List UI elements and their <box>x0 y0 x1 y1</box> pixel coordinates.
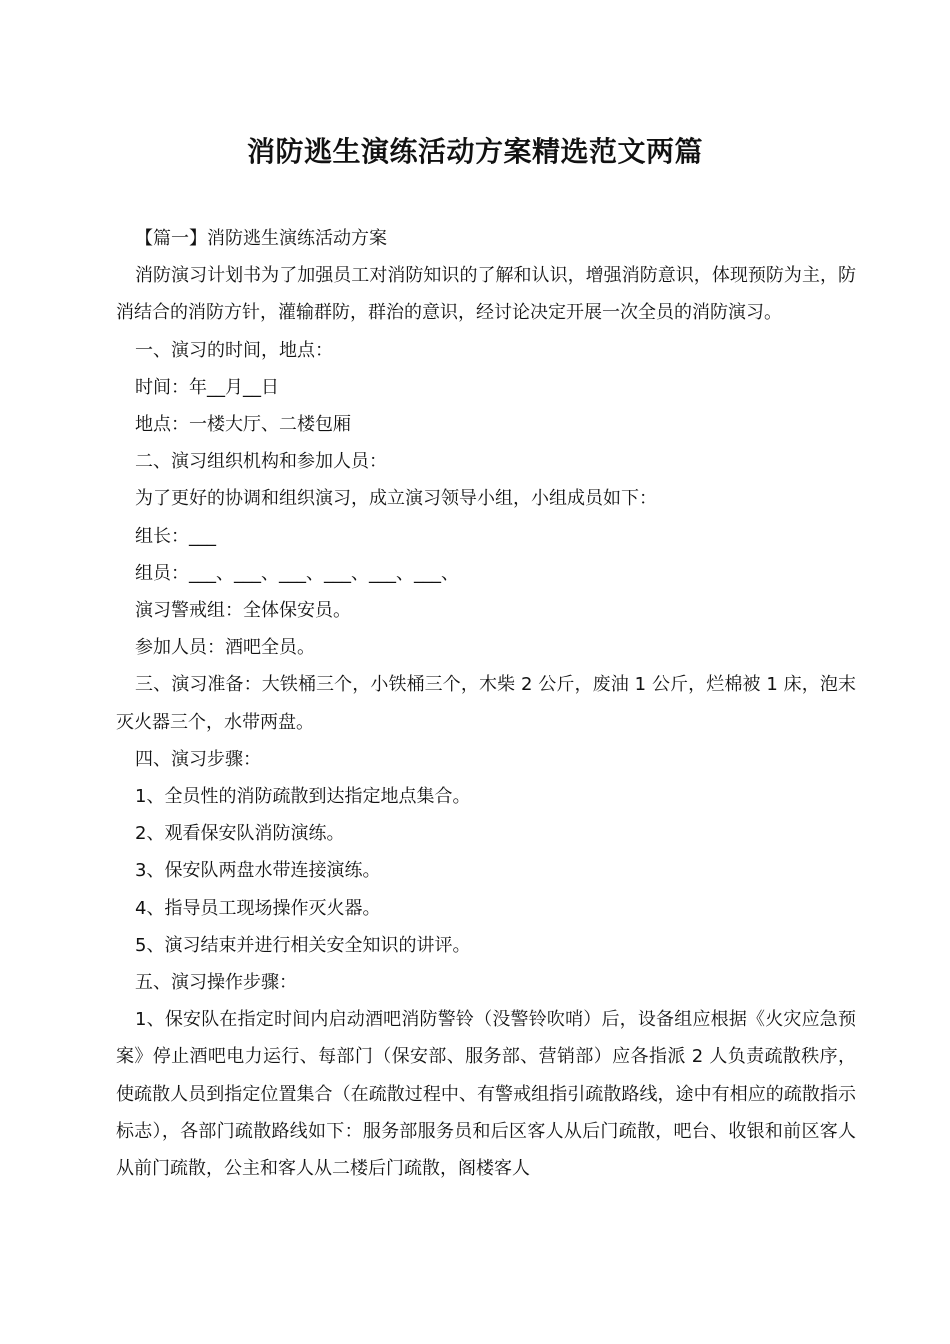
participants-line: 参加人员：酒吧全员。 <box>135 637 315 659</box>
document-body <box>116 220 856 1187</box>
step-item-2: 2、观看保安队消防演练。 <box>135 823 345 845</box>
leader-line: 组长：___ <box>135 525 216 547</box>
step-item-4: 4、指导员工现场操作灭火器。 <box>135 897 381 919</box>
heading-operation-steps: 五、演习操作步骤： <box>135 972 297 994</box>
time-line: 时间：年__月__日 <box>135 376 279 398</box>
preparation-paragraph: 三、演习准备：大铁桶三个，小铁桶三个，木柴 2 公斤，废油 1 公斤，烂棉被 1 床，泡末灭火器三个，水带两盘。 <box>116 674 856 733</box>
page-title: 消防逃生演练活动方案精选范文两篇 <box>246 135 703 168</box>
guard-group-line: 演习警戒组：全体保安员。 <box>135 600 351 622</box>
place-line: 地点：一楼大厅、二楼包厢 <box>135 414 351 436</box>
intro-paragraph: 消防演习计划书为了加强员工对消防知识的了解和认识，增强消防意识，体现预防为主，防消结合的消防方针，灌输群防，群治的意识，经讨论决定开展一次全员的消防演习。 <box>116 265 856 324</box>
organization-paragraph: 为了更好的协调和组织演习，成立演习领导小组，小组成员如下： <box>135 488 657 510</box>
heading-steps: 四、演习步骤： <box>135 748 261 770</box>
section-heading-part-one: 【篇一】消防逃生演练活动方案 <box>135 228 387 249</box>
operation-paragraph-1: 1、保安队在指定时间内启动酒吧消防警铃（没警铃吹哨）后，设备组应根据《火灾应急预案》停止酒吧电力运行、每部门（保安部、服务部、营销部）应各指派 2 人负责疏散秩序，使疏散人员到指定位置集合（在疏散过程中、有警戒组指引疏散路线，途中有相应的疏散指示标志），各部门疏散路线如下：服务部服务员和后区客人从后门疏散，吧台、收银和前区客人从前门疏散，公主和客人从二楼后门疏散，阁楼客人 <box>116 1009 856 1180</box>
step-item-1: 1、全员性的消防疏散到达指定地点集合。 <box>135 786 471 808</box>
heading-organization: 二、演习组织机构和参加人员： <box>135 451 387 473</box>
heading-time-place: 一、演习的时间，地点： <box>135 339 333 361</box>
step-item-3: 3、保安队两盘水带连接演练。 <box>135 860 381 882</box>
step-item-5: 5、演习结束并进行相关安全知识的讲评。 <box>135 934 471 956</box>
members-line: 组员：___、___、___、___、___、___、 <box>135 562 459 584</box>
